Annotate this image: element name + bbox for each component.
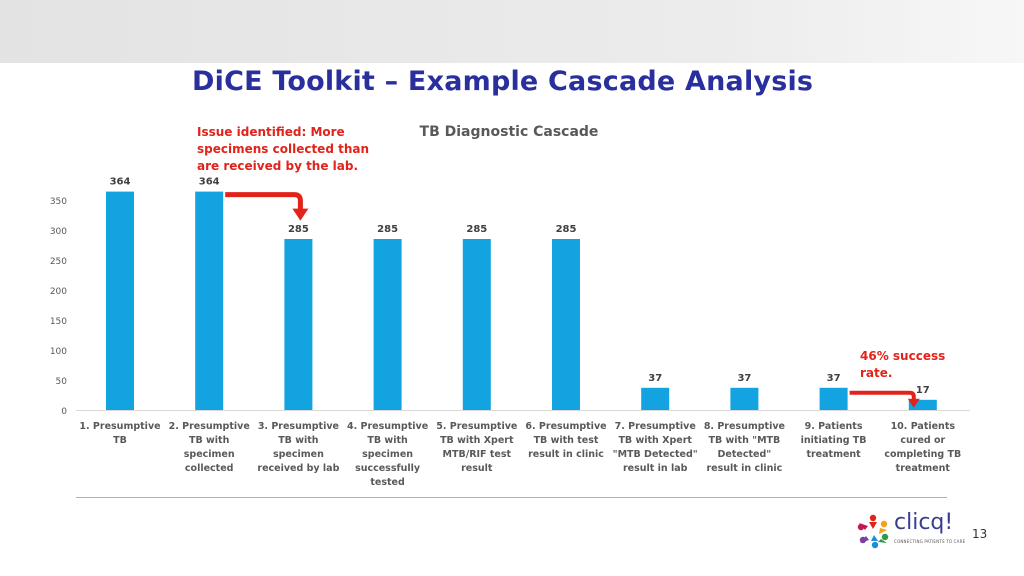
category-label: MTB/RIF test xyxy=(442,449,512,460)
category-label: TB with Xpert xyxy=(618,435,692,446)
clicq-logo xyxy=(856,510,966,552)
logo-tagline: CONNECTING PATIENTS TO CARE xyxy=(894,539,966,544)
category-label: TB with xyxy=(278,435,319,446)
bar xyxy=(374,239,402,410)
category-label: "MTB Detected" xyxy=(612,449,698,460)
y-tick-label: 150 xyxy=(49,317,67,327)
category-label: 2. Presumptive xyxy=(168,421,250,432)
data-label: 285 xyxy=(287,224,309,235)
category-label: initiating TB xyxy=(800,435,867,446)
category-label: specimen xyxy=(362,449,414,460)
y-tick-label: 250 xyxy=(49,257,67,267)
data-label: 364 xyxy=(198,176,220,188)
y-tick-label: 200 xyxy=(49,287,67,297)
data-label: 364 xyxy=(109,176,131,188)
issue-callout-line: are received by the lab. xyxy=(197,159,359,173)
category-label: 7. Presumptive xyxy=(614,421,696,432)
category-label: specimen xyxy=(183,449,235,460)
logo-people-icon xyxy=(856,512,892,552)
issue-arrow xyxy=(225,195,300,211)
y-tick-label: 50 xyxy=(55,377,67,387)
category-label: 3. Presumptive xyxy=(257,421,339,432)
category-label: TB xyxy=(113,435,127,446)
data-label: 37 xyxy=(648,372,663,384)
category-label: 10. Patients xyxy=(890,421,956,432)
category-label: 4. Presumptive xyxy=(347,421,429,432)
y-tick-label: 300 xyxy=(49,227,67,237)
category-label: result in clinic xyxy=(528,449,604,460)
category-label: TB with xyxy=(189,435,230,446)
category-label: 9. Patients xyxy=(804,421,863,432)
bar xyxy=(195,192,223,410)
data-label: 285 xyxy=(466,224,488,235)
divider-line xyxy=(76,497,947,498)
chart-title: TB Diagnostic Cascade xyxy=(419,124,599,140)
category-label: TB with test xyxy=(533,435,599,446)
issue-arrow-head xyxy=(292,209,308,221)
category-label: collected xyxy=(184,463,234,474)
y-tick-label: 100 xyxy=(49,347,67,357)
success-callout-line: 46% success xyxy=(860,349,946,363)
bar xyxy=(820,388,848,410)
category-label: Detected" xyxy=(717,449,772,460)
category-label: 1. Presumptive xyxy=(79,421,161,432)
data-label: 17 xyxy=(915,384,930,396)
data-label: 285 xyxy=(377,224,399,235)
success-callout-line: rate. xyxy=(860,366,893,380)
data-label: 37 xyxy=(737,372,752,384)
category-label: successfully xyxy=(355,463,421,474)
category-label: result in clinic xyxy=(706,463,783,474)
category-label: TB with Xpert xyxy=(440,435,514,446)
category-label: 8. Presumptive xyxy=(703,421,785,432)
category-label: TB with "MTB xyxy=(708,435,781,446)
issue-callout xyxy=(197,124,369,175)
category-label: 6. Presumptive xyxy=(525,421,607,432)
bar xyxy=(284,239,312,410)
category-label: 5. Presumptive xyxy=(436,421,518,432)
category-label: completing TB xyxy=(884,449,962,460)
success-callout xyxy=(860,348,945,382)
category-label: tested xyxy=(370,477,405,488)
category-label: TB with xyxy=(367,435,408,446)
category-label: result xyxy=(461,463,493,474)
y-tick-label: 0 xyxy=(61,407,67,417)
category-label: cured or xyxy=(900,435,946,446)
data-label: 37 xyxy=(826,372,841,384)
bar xyxy=(730,388,758,410)
success-arrow xyxy=(850,393,914,400)
category-label: treatment xyxy=(895,463,950,474)
issue-callout-line: Issue identified: More xyxy=(197,125,345,139)
bar xyxy=(641,388,669,410)
logo-text: clicq! xyxy=(894,510,954,535)
bar xyxy=(106,192,134,410)
bar xyxy=(552,239,580,410)
bar xyxy=(463,239,491,410)
data-label: 285 xyxy=(555,224,577,235)
category-label: specimen xyxy=(272,449,324,460)
category-label: result in lab xyxy=(622,463,688,474)
issue-callout-line: specimens collected than xyxy=(197,142,370,156)
slide-title: DiCE Toolkit – Example Cascade Analysis xyxy=(192,66,814,97)
y-tick-label: 350 xyxy=(49,197,67,207)
category-label: received by lab xyxy=(257,463,340,474)
category-label: treatment xyxy=(806,449,861,460)
page-number: 13 xyxy=(972,527,988,541)
